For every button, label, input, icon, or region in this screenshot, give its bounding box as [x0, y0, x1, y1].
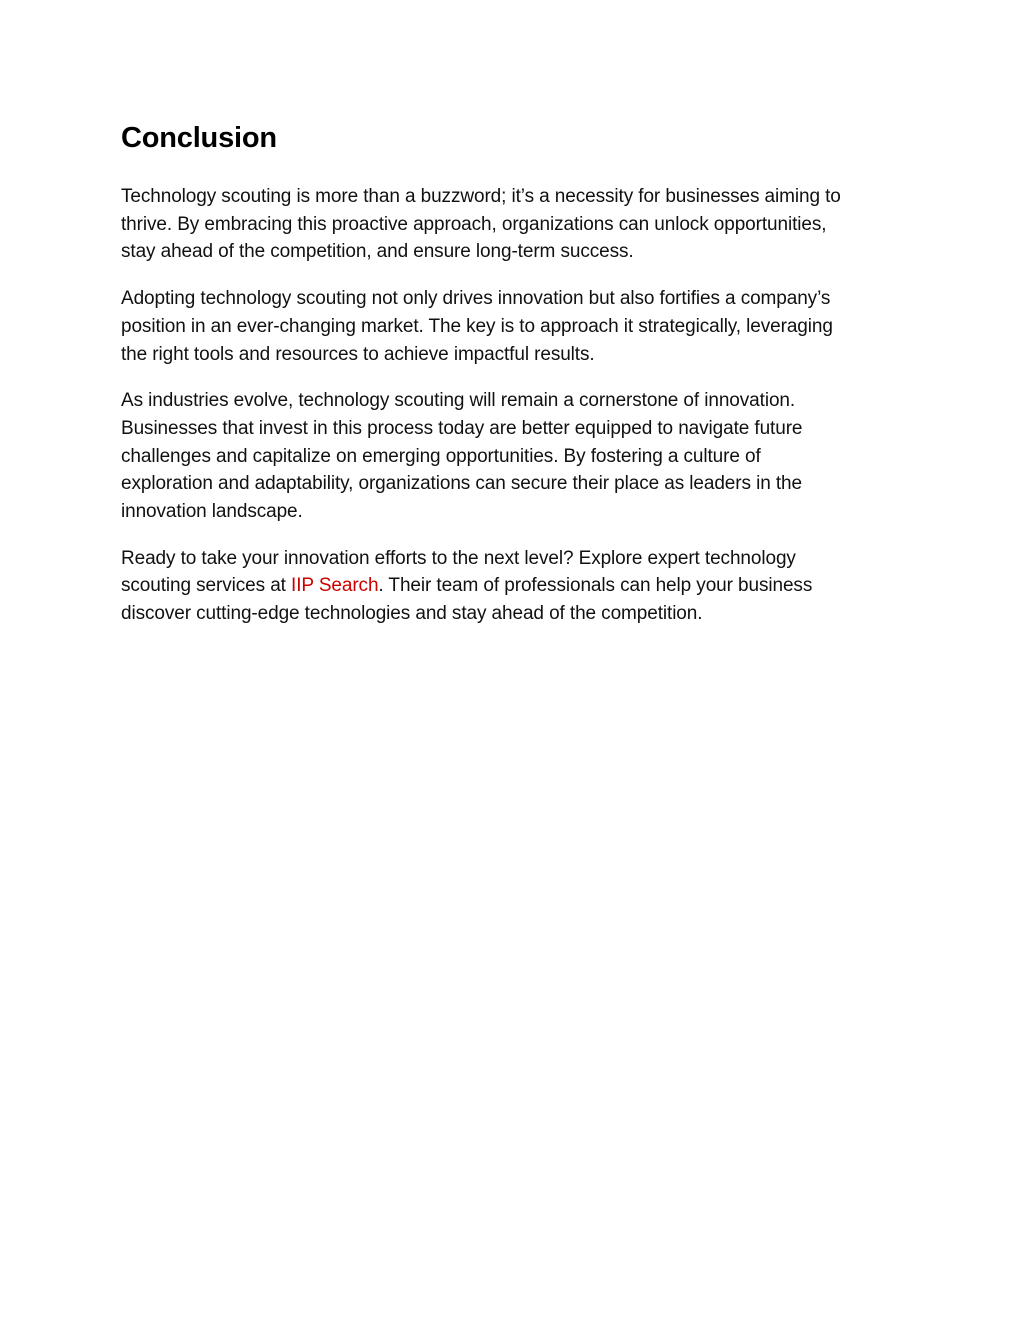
paragraph-line: Technology scouting is more than a buzzword; it’s a necessity for businesses aiming to	[121, 186, 841, 207]
paragraph-line: exploration and adaptability, organizations can secure their place as leaders in the	[121, 473, 802, 495]
page-title: Conclusion	[121, 122, 277, 154]
paragraph-line: challenges and capitalize on emerging opportunities. By fostering a culture of	[121, 445, 761, 467]
paragraph-line: stay ahead of the competition, and ensure long-term success.	[121, 241, 634, 263]
paragraph-line-with-link	[121, 572, 911, 600]
paragraph-line: Businesses that invest in this process today are better equipped to navigate future	[121, 417, 803, 439]
document-page	[121, 112, 911, 647]
paragraph-line: discover cutting-edge technologies and stay ahead of the competition.	[121, 603, 703, 625]
paragraph-1	[121, 183, 911, 266]
paragraph-line: Adopting technology scouting not only drives innovation but also fortifies a company’s	[121, 288, 831, 310]
paragraph-2	[121, 285, 911, 368]
paragraph-line: As industries evolve, technology scouting will remain a cornerstone of innovation.	[121, 390, 796, 412]
paragraph-3	[121, 387, 911, 526]
paragraph-line: position in an ever-changing market. The key is to approach it strategically, leveraging	[121, 315, 833, 337]
paragraph-line: innovation landscape.	[121, 501, 303, 523]
paragraph-text: . Their team of professionals can help your business	[378, 575, 813, 597]
paragraph-4	[121, 545, 911, 628]
iip-search-link[interactable]: IIP Search	[291, 575, 379, 597]
paragraph-text: scouting services at	[121, 575, 292, 597]
paragraph-line: thrive. By embracing this proactive approach, organizations can unlock opportunities,	[121, 213, 827, 235]
paragraph-line: Ready to take your innovation efforts to the next level? Explore expert technology	[121, 547, 796, 569]
paragraph-line: the right tools and resources to achieve impactful results.	[121, 343, 595, 365]
